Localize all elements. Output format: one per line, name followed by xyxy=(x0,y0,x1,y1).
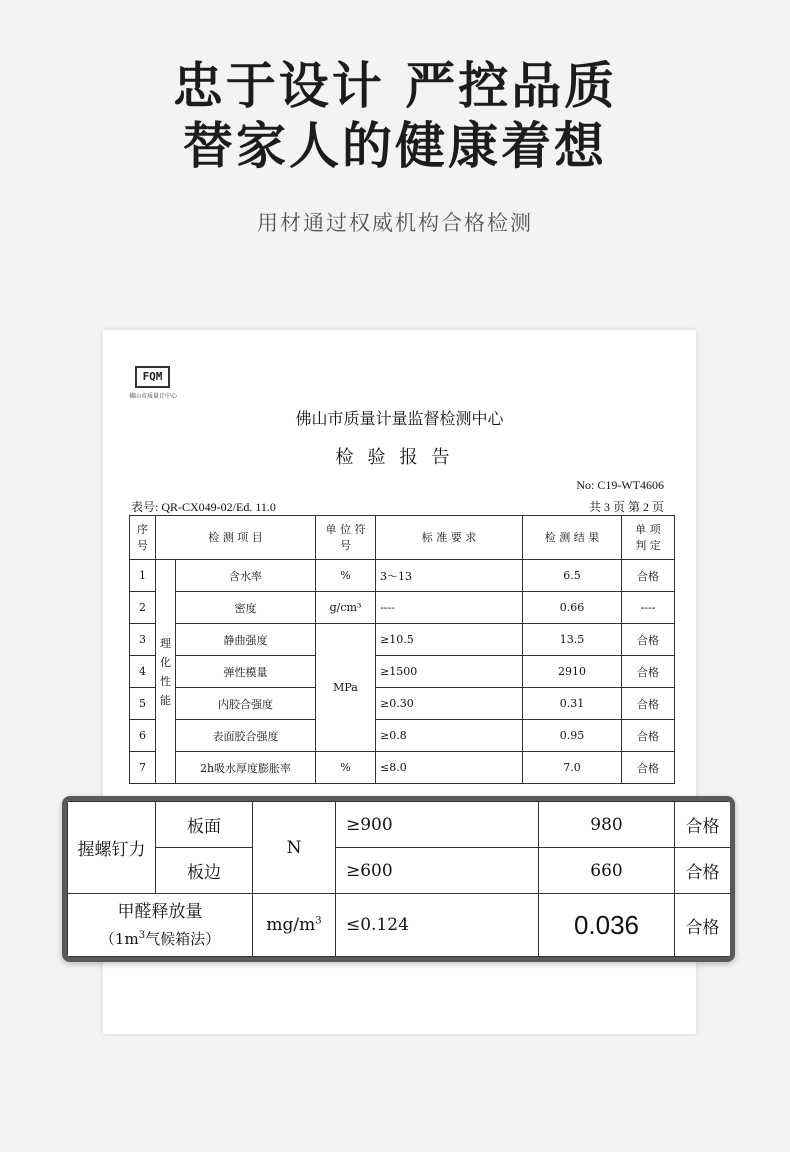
form-number: 表号: QR-CX049-02/Ed. 11.0 xyxy=(131,500,276,514)
formaldehyde-unit: $mg/m^3$ xyxy=(253,894,336,957)
row-item: 静曲强度 xyxy=(176,624,316,656)
page-count: 共 3 页 第 2 页 xyxy=(588,500,664,514)
face-standard: ≥900 xyxy=(336,802,539,848)
table-row xyxy=(130,752,675,784)
formaldehyde-label: 甲醛释放量 xyxy=(117,901,203,922)
header-verdict: 单 项 判 定 xyxy=(622,516,675,560)
row-verdict: 合格 xyxy=(622,688,675,720)
row-verdict: ---- xyxy=(622,592,675,624)
header-seq: 序号 xyxy=(130,516,156,560)
logo-caption: 佛山市质量计中心 xyxy=(129,393,178,400)
table-row xyxy=(130,624,675,656)
row-result: 0.66 xyxy=(523,592,622,624)
table-row xyxy=(130,592,675,624)
table-row xyxy=(130,560,675,592)
row-verdict: 合格 xyxy=(622,720,675,752)
subtitle: 用材通过权威机构合格检测 xyxy=(257,211,533,235)
face-verdict: 合格 xyxy=(675,802,731,848)
row-unit: MPa xyxy=(316,624,376,752)
row-seq: 1 xyxy=(130,560,156,592)
row-standard: ≤8.0 xyxy=(376,752,523,784)
row-verdict: 合格 xyxy=(622,560,675,592)
magnified-results-panel xyxy=(62,796,735,962)
table-header-row xyxy=(130,516,675,560)
face-label: 板面 xyxy=(156,802,253,848)
row-verdict: 合格 xyxy=(622,624,675,656)
screw-unit: N xyxy=(253,802,336,894)
row-verdict: 合格 xyxy=(622,752,675,784)
table-row xyxy=(68,802,731,848)
row-item: 弹性模量 xyxy=(176,656,316,688)
row-standard: ≥1500 xyxy=(376,656,523,688)
row-seq: 2 xyxy=(130,592,156,624)
organization-name: 佛山市质量计量监督检测中心 xyxy=(295,409,504,428)
table-row xyxy=(130,688,675,720)
row-standard: ---- xyxy=(376,592,523,624)
row-unit: % xyxy=(316,560,376,592)
row-item: 密度 xyxy=(176,592,316,624)
row-item: 表面胶合强度 xyxy=(176,720,316,752)
header-result: 检 测 结 果 xyxy=(523,516,622,560)
edge-result: 660 xyxy=(539,848,675,894)
row-result: 6.5 xyxy=(523,560,622,592)
row-item: 含水率 xyxy=(176,560,316,592)
row-seq: 4 xyxy=(130,656,156,688)
row-unit: g/cm³ xyxy=(316,592,376,624)
magnified-table xyxy=(67,801,731,957)
row-result: 0.95 xyxy=(523,720,622,752)
row-result: 0.31 xyxy=(523,688,622,720)
table-row xyxy=(68,848,731,894)
screw-force-label: 握螺钉力 xyxy=(68,802,156,894)
category-cell: 理化性能 xyxy=(156,560,176,784)
face-result: 980 xyxy=(539,802,675,848)
edge-verdict: 合格 xyxy=(675,848,731,894)
row-standard: ≥10.5 xyxy=(376,624,523,656)
formaldehyde-verdict: 合格 xyxy=(675,894,731,957)
report-table xyxy=(129,515,675,784)
header-standard: 标 准 要 求 xyxy=(376,516,523,560)
table-row xyxy=(130,656,675,688)
row-result: 13.5 xyxy=(523,624,622,656)
table-row xyxy=(130,720,675,752)
formaldehyde-method: （$1m^3$气候箱法） xyxy=(99,929,221,948)
row-item: 内胶合强度 xyxy=(176,688,316,720)
formaldehyde-standard: ≤0.124 xyxy=(336,894,539,957)
edge-label: 板边 xyxy=(156,848,253,894)
report-number: No: C19-WT4606 xyxy=(576,478,664,492)
table-row xyxy=(68,894,731,957)
row-result: 7.0 xyxy=(523,752,622,784)
formaldehyde-result: 0.036 xyxy=(539,894,675,957)
row-seq: 6 xyxy=(130,720,156,752)
row-item: 2h吸水厚度膨胀率 xyxy=(176,752,316,784)
row-seq: 3 xyxy=(130,624,156,656)
row-unit: % xyxy=(316,752,376,784)
headline-line-2: 替家人的健康着想 xyxy=(183,117,607,175)
fqm-logo: FQM xyxy=(135,366,170,388)
report-title: 检验报告 xyxy=(335,447,464,468)
row-result: 2910 xyxy=(523,656,622,688)
row-seq: 7 xyxy=(130,752,156,784)
row-verdict: 合格 xyxy=(622,656,675,688)
header-unit: 单 位 符 号 xyxy=(316,516,376,560)
row-standard: ≥0.30 xyxy=(376,688,523,720)
row-standard: 3～13 xyxy=(376,560,523,592)
row-seq: 5 xyxy=(130,688,156,720)
edge-standard: ≥600 xyxy=(336,848,539,894)
header-item: 检 测 项 目 xyxy=(156,516,316,560)
row-standard: ≥0.8 xyxy=(376,720,523,752)
formaldehyde-cell xyxy=(68,894,253,957)
headline-line-1: 忠于设计 严控品质 xyxy=(172,57,618,115)
